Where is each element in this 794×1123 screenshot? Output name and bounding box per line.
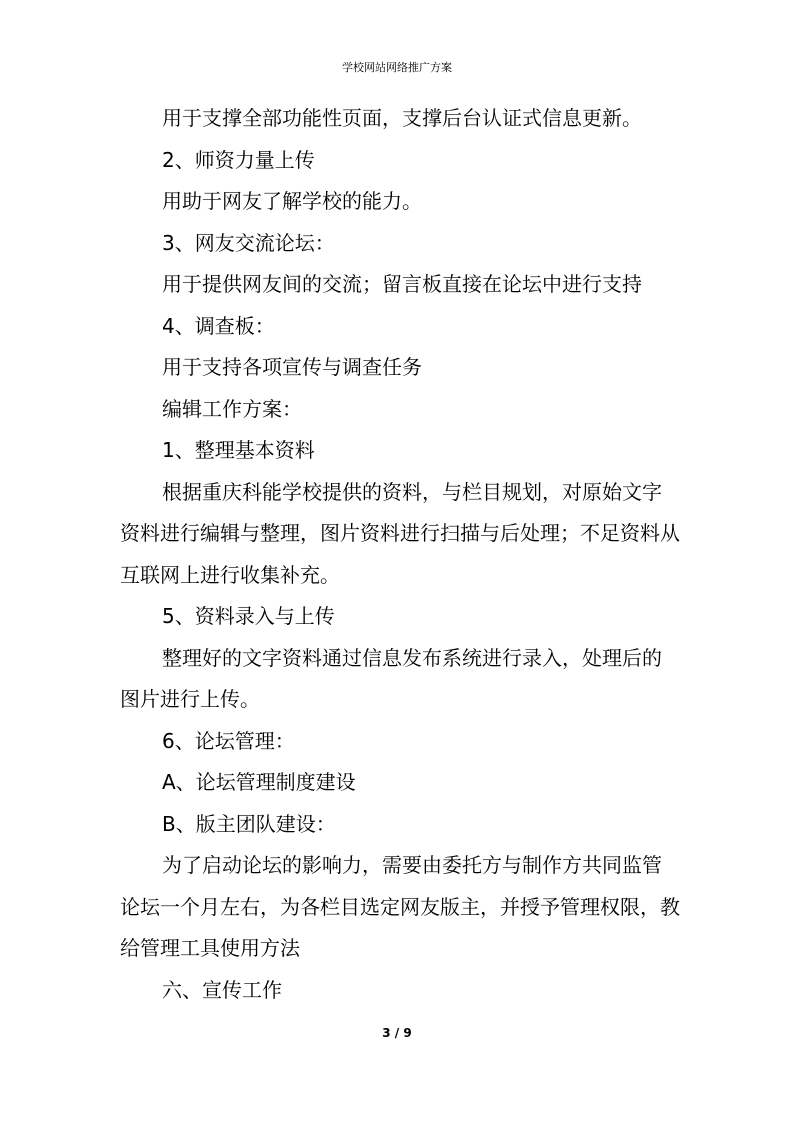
section-heading: 3、网友交流论坛：: [162, 230, 335, 255]
paragraph-body: 用于支撑全部功能性页面，支撑后台认证式信息更新。: [162, 106, 642, 130]
section-heading: 1、整理基本资料: [162, 438, 315, 462]
paragraph-body: 为了启动论坛的影响力，需要由委托方与制作方共同监管论坛一个月左右，为各栏目选定网友版主，并授予管理权限，教给管理工具使用方法: [120, 853, 680, 960]
section-heading: 六、宣传工作: [162, 977, 282, 1002]
paragraph-body: 用助于网友了解学校的能力。: [162, 189, 422, 213]
section-heading: 6、论坛管理：: [162, 728, 295, 753]
section-heading: B、版主团队建设：: [162, 811, 336, 836]
document-body: [120, 98, 680, 1011]
section-heading: 4、调查板：: [162, 313, 275, 338]
paragraph-body: 整理好的文字资料通过信息发布系统进行录入，处理后的图片进行上传。: [120, 645, 662, 711]
paragraph-body: 用于支持各项宣传与调查任务: [162, 355, 422, 379]
section-heading: 5、资料录入与上传: [162, 604, 335, 628]
section-heading: 2、师资力量上传: [162, 147, 315, 172]
page-number: 3 / 9: [382, 1026, 412, 1040]
paragraph-body: 根据重庆科能学校提供的资料，与栏目规划，对原始文字资料进行编辑与整理，图片资料进行扫描与后处理；不足资料从互联网上进行收集补充。: [120, 479, 680, 587]
section-heading: A、论坛管理制度建设: [162, 770, 356, 794]
page-header: 学校网站网络推广方案: [342, 61, 452, 74]
section-heading: 编辑工作方案：: [162, 396, 302, 421]
paragraph-body: 用于提供网友间的交流；留言板直接在论坛中进行支持: [162, 272, 642, 296]
